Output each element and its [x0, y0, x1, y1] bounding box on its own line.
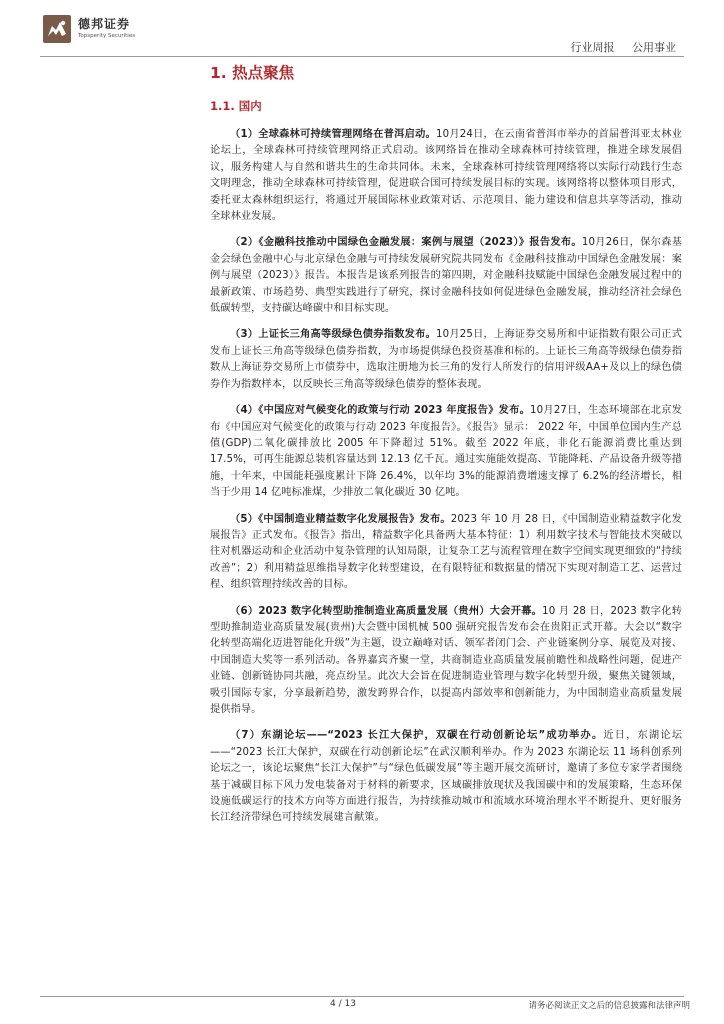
news-item — [210, 728, 682, 826]
item-number: （6） — [230, 605, 259, 617]
subsection-heading: 1.1. 国内 — [210, 99, 262, 113]
item-body: 近日，东湖论坛——“2023 长江大保护，双碳在行动创新论坛”在武汉顺利举办。作为 2023 东湖论坛 11 场科创系列论坛之一，该论坛聚焦“长江大保护”与“绿色低碳发展”等主题开展交流研讨，邀请了多位专家学者围绕基于减碳目标下风力发电装备对于材料的新要求，区域碳排放现状及我国碳中和的发展策略，生态环保设施低碳运行的技术方向等方面进行报告，为持续推动城市和流域水环境治理水平不断提升、更好服务长江经济带绿色可持续发展建言献策。 — [210, 730, 682, 824]
report-industry: 公用事业 — [632, 41, 676, 54]
footer-divider — [40, 996, 684, 997]
item-headline: 东湖论坛——“2023 长江大保护，双碳在行动创新论坛”成功举办。 — [261, 730, 604, 742]
report-type-label — [561, 39, 677, 55]
item-headline: 《金融科技推动中国绿色金融发展：案例与展望（2023）》报告发布。 — [258, 237, 582, 249]
page-number: 4 / 13 — [330, 999, 356, 1009]
logo-mark-icon — [42, 14, 72, 44]
item-body: 10 月 28 日，2023 数字化转型助推制造业高质量发展(贵州)大会暨中国机械 500 强研究报告发布会在贵阳正式开幕。大会以“数字化转型高端化迈进智能化升级”为主题，设立巅峰对话、领军者闭门会、产业链案例分享、展览及对接、中国制造大奖等一系列活动。各界嘉宾齐聚一堂，共商制造业高质量发展前瞻性和战略性问题，促进产业链、创新链协同共融，亮点纷呈。此次大会旨在促进制造业管理与数字化转型升级，聚焦关键领域，吸引国际专家，分享最新趋势，激发跨界合作，以提高内部效率和创新能力，为中国制造业高质量发展提供指导。 — [210, 605, 682, 715]
news-item — [210, 512, 682, 594]
main-content — [210, 60, 682, 827]
logo-chinese-name: 德邦证券 — [78, 17, 131, 31]
item-headline: 《中国应对气候变化的政策与行动 2023 年度报告》发布。 — [258, 405, 531, 417]
news-item — [210, 604, 682, 719]
item-headline: 2023 数字化转型助推制造业高质量发展（贵州）大会开幕。 — [258, 605, 543, 617]
item-number: （1） — [230, 129, 259, 140]
item-headline: 上证长三角高等级绿色债券指数发布。 — [258, 329, 436, 341]
news-item — [210, 327, 682, 393]
legal-disclaimer: 请务必阅读正文之后的信息披露和法律声明 — [528, 1001, 690, 1011]
item-body: 2023 年 10 月 28 日，《中国制造业精益数字化发展报告》正式发布。《报告》指出，精益数字化具备两大基本特征：1）利用数字技术与智能技术突破以往对机器运动和企业活动中复杂管理的认知局限，让复杂工艺与流程管理在数字空间实现更细致的“持续改善”；2）利用精益思维指导数字化转型建设，在有限特征和数据量的情况下实现对制造工艺、运营过程、组织管理持续改善的目标。 — [210, 513, 682, 591]
item-body: 10月27日，生态环境部在北京发布《中国应对气候变化的政策与行动 2023 年度报告》。《报告》显示： 2022 年，中国单位国内生产总值(GDP)二氧化碳排放比 2005 年下降超过 51%。截至 2022 年底，非化石能源消费比重达到 17.5%，可再生能源总装机容量达到 12.13 亿千瓦。通过实施能效提高、节能降耗、产品设备升级等措施，十年来，中国能耗强度累计下降 26.4%，以年均 3%的能源消费增速支撑了 6.2%的经济增长，相当于少用 14 亿吨标准煤，少排放二氧化碳近 30 亿吨。 — [210, 405, 683, 499]
header-divider — [40, 56, 684, 57]
logo-english-name: Topsperity Securities — [78, 33, 136, 39]
item-number: （4） — [230, 405, 259, 417]
news-item — [210, 127, 682, 225]
company-logo — [42, 14, 192, 44]
item-number: （7） — [230, 730, 262, 742]
item-headline: 全球森林可持续管理网络在普洱启动。 — [258, 129, 436, 140]
page-header — [0, 0, 724, 60]
item-headline: 《中国制造业精益数字化发展报告》发布。 — [258, 513, 451, 525]
item-body: 10月25日，上海证券交易所和中证指数有限公司正式发布上证长三角高等级绿色债券指数，为市场提供绿色投资基准和标的。上证长三角高等级绿色债券指数从上海证券交易所上市债券中，选取注册地为长三角的发行人所发行的信用评级AA+及以上的绿色债券作为指数样本，以反映长三角高等级绿色债券的整体表现。 — [210, 329, 682, 390]
item-body: 10月24日，在云南省普洱市举办的首届普洱亚太林业论坛上，全球森林可持续管理网络正式启动。该网络旨在推动全球森林可持续管理，推进全球发展倡议，服务构建人与自然和谐共生的生命共同体。未来，全球森林可持续管理网络将以实际行动践行生态文明理念，推动全球森林可持续管理，促进联合国可持续发展目标的实现。该网络将以整体项目形式，委托亚太森林组织运行，将通过开展国际林业政策对话、示范项目、能力建设和信息共享等活动，推动全球林业发展。 — [210, 129, 682, 223]
item-number: （3） — [230, 329, 259, 341]
report-category: 行业周报 — [570, 41, 615, 54]
item-number: （2） — [230, 237, 259, 249]
section-heading: 1. 热点聚焦 — [210, 64, 295, 82]
news-item — [210, 403, 682, 501]
news-item — [210, 235, 682, 317]
item-number: （5） — [230, 513, 259, 525]
item-body: 10月26日，保尔森基金会绿色金融中心与北京绿色金融与可持续发展研究院共同发布《金融科技推动中国绿色金融发展：案例与展望（2023）》报告。本报告是该系列报告的第四期，对金融科技赋能中国绿色金融发展过程中的最新政策、市场趋势、典型实践进行了研究，探讨金融科技如何促进绿色金融发展，推动经济社会绿色低碳转型，支持碳达峰碳中和目标实现。 — [210, 237, 683, 315]
